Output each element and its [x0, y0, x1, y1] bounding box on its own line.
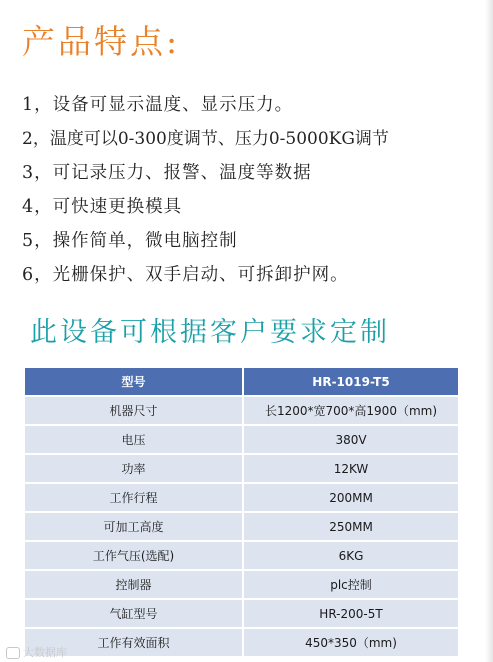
spec-table: [25, 366, 458, 658]
spec-label: 可加工高度: [25, 513, 242, 540]
feature-item-6: 6，光栅保护、双手启动、可拆卸护网。: [22, 265, 349, 285]
table-row: [25, 600, 458, 627]
watermark-text: 大数据库: [23, 646, 67, 659]
spec-label: 机器尺寸: [25, 397, 242, 424]
spec-label: 电压: [25, 426, 242, 453]
spec-table-header: [25, 368, 458, 395]
feature-item-1: 1，设备可显示温度、显示压力。: [22, 95, 294, 115]
spec-value: 250MM: [242, 513, 458, 540]
spec-label: 工作有效面积: [25, 629, 242, 656]
table-row: [25, 397, 458, 424]
spec-label: 控制器: [25, 571, 242, 598]
table-row: [25, 629, 458, 656]
feature-item-5: 5，操作简单，微电脑控制: [22, 231, 238, 251]
table-row: [25, 513, 458, 540]
spec-label: 气缸型号: [25, 600, 242, 627]
spec-value: 长1200*宽700*高1900（mm): [242, 397, 458, 424]
customization-title: 此设备可根据客户要求定制: [30, 317, 390, 348]
feature-list: [22, 88, 488, 292]
spec-value: 200MM: [242, 484, 458, 511]
spec-label: 工作行程: [25, 484, 242, 511]
header-cell-label: 型号: [25, 368, 242, 395]
table-row: [25, 571, 458, 598]
header-cell-model: HR-1019-T5: [242, 368, 458, 395]
spec-value: 450*350（mm): [242, 629, 458, 656]
table-row: [25, 426, 458, 453]
watermark: [6, 644, 67, 660]
product-features-title: 产品特点:: [22, 22, 181, 61]
spec-value: 380V: [242, 426, 458, 453]
table-row: [25, 455, 458, 482]
feature-item-2: 2，温度可以0-300度调节、压力0-5000KG调节: [22, 129, 389, 149]
feature-item-4: 4，可快速更换模具: [22, 197, 183, 217]
spec-label: 功率: [25, 455, 242, 482]
spec-value: 12KW: [242, 455, 458, 482]
spec-value: 6KG: [242, 542, 458, 569]
table-row: [25, 542, 458, 569]
table-row: [25, 484, 458, 511]
spec-value: HR-200-5T: [242, 600, 458, 627]
spec-value: plc控制: [242, 571, 458, 598]
feature-item-3: 3，可记录压力、报警、温度等数据: [22, 163, 312, 183]
spec-label: 工作气压(选配): [25, 542, 242, 569]
watermark-logo-icon: [6, 647, 20, 659]
